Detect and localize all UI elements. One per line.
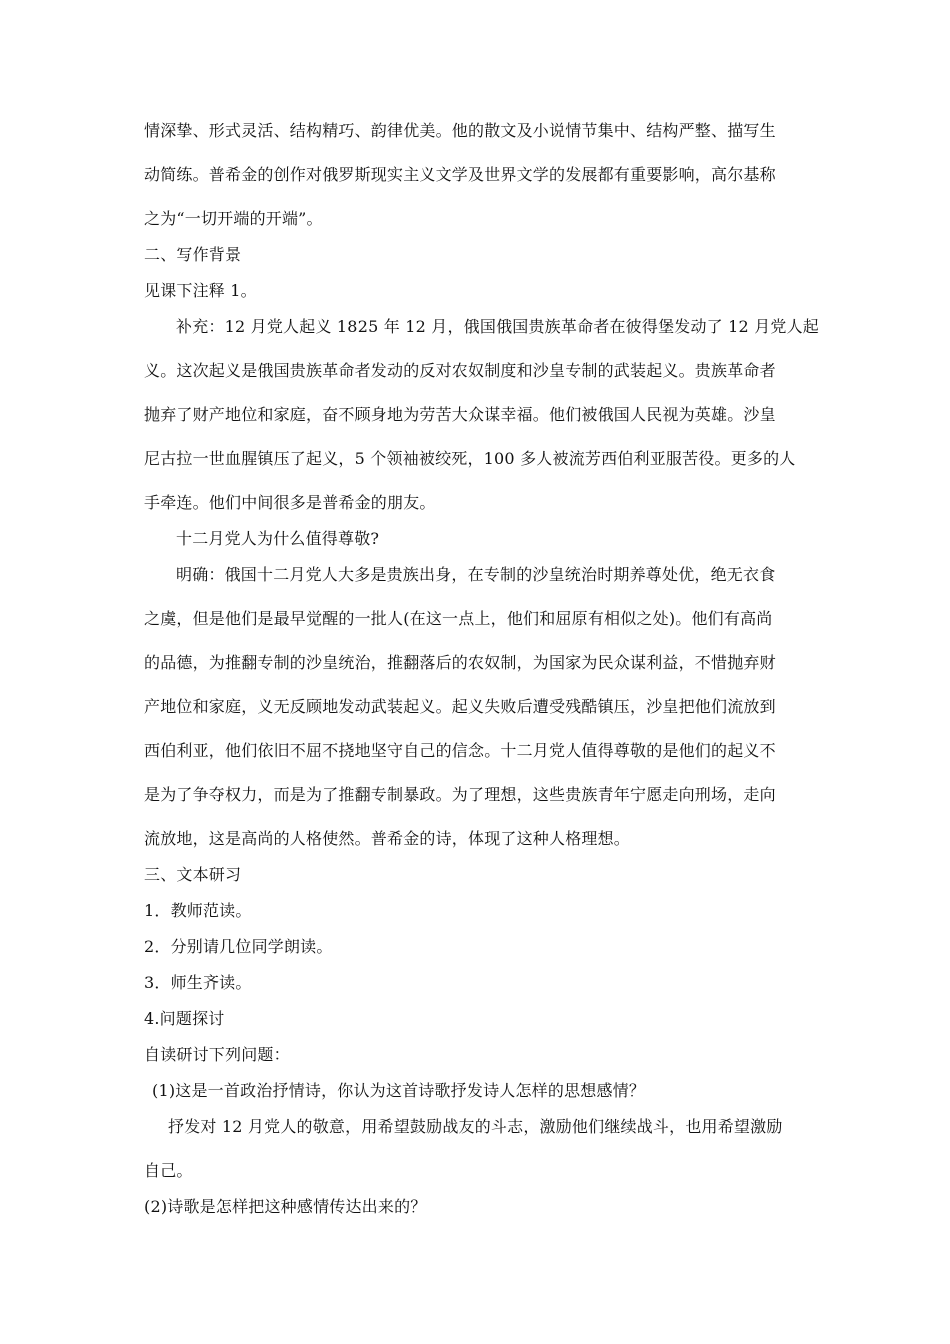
paragraph-line: 的品德，为推翻专制的沙皇统治，推翻落后的农奴制，为国家为民众谋利益，不惜抛弃财 <box>144 653 776 672</box>
paragraph-line: 抛弃了财产地位和家庭，奋不顾身地为劳苦大众谋幸福。他们被俄国人民视为英雄。沙皇 <box>144 405 776 424</box>
paragraph-line: 西伯利亚，他们依旧不屈不挠地坚守自己的信念。十二月党人值得尊敬的是他们的起义不 <box>144 741 776 760</box>
paragraph-line: 是为了争夺权力，而是为了推翻专制暴政。为了理想，这些贵族青年宁愿走向刑场，走向 <box>144 785 776 804</box>
paragraph-line: 之虞，但是他们是最早觉醒的一批人(在这一点上，他们和屈原有相似之处)。他们有高尚 <box>144 609 773 628</box>
paragraph-line: 流放地，这是高尚的人格使然。普希金的诗，体现了这种人格理想。 <box>144 829 631 848</box>
paragraph-line: 手牵连。他们中间很多是普希金的朋友。 <box>144 493 436 512</box>
paragraph-line: 明确：俄国十二月党人大多是贵族出身，在专制的沙皇统治时期养尊处优，绝无衣食 <box>176 565 776 584</box>
question-line: 十二月党人为什么值得尊敬? <box>176 529 380 548</box>
paragraph-line: 见课下注释 1。 <box>144 281 257 300</box>
list-item: 1．教师范读。 <box>144 901 252 920</box>
section-heading: 三、文本研习 <box>144 865 242 884</box>
paragraph-line: 动简练。普希金的创作对俄罗斯现实主义文学及世界文学的发展都有重要影响，高尔基称 <box>144 165 776 184</box>
paragraph-line: 补充：12 月党人起义 1825 年 12 月，俄国俄国贵族革命者在彼得堡发动了 12 月党人起 <box>176 317 819 336</box>
list-item: 4.问题探讨 <box>144 1009 225 1028</box>
paragraph-line: 之为“一切开端的开端”。 <box>144 209 323 228</box>
paragraph-line: 尼古拉一世血腥镇压了起义，5 个领袖被绞死，100 多人被流芳西伯利亚服苦役。更多的人 <box>144 449 796 468</box>
list-item: 2．分别请几位同学朗读。 <box>144 937 333 956</box>
paragraph-line: 产地位和家庭，义无反顾地发动武装起义。起义失败后遭受残酷镇压，沙皇把他们流放到 <box>144 697 776 716</box>
section-heading: 二、写作背景 <box>144 245 242 264</box>
answer-line: 抒发对 12 月党人的敬意，用希望鼓励战友的斗志，激励他们继续战斗，也用希望激励 <box>168 1117 783 1136</box>
answer-line: 自己。 <box>144 1161 193 1180</box>
paragraph-line: 情深挚、形式灵活、结构精巧、韵律优美。他的散文及小说情节集中、结构严整、描写生 <box>144 121 776 140</box>
question-line: (1)这是一首政治抒情诗，你认为这首诗歌抒发诗人怎样的思想感情？ <box>152 1081 646 1100</box>
list-item: 3．师生齐读。 <box>144 973 252 992</box>
paragraph-line: 义。这次起义是俄国贵族革命者发动的反对农奴制度和沙皇专制的武装起义。贵族革命者 <box>144 361 776 380</box>
question-line: (2)诗歌是怎样把这种感情传达出来的？ <box>144 1197 427 1216</box>
paragraph-line: 自读研讨下列问题： <box>144 1045 290 1064</box>
